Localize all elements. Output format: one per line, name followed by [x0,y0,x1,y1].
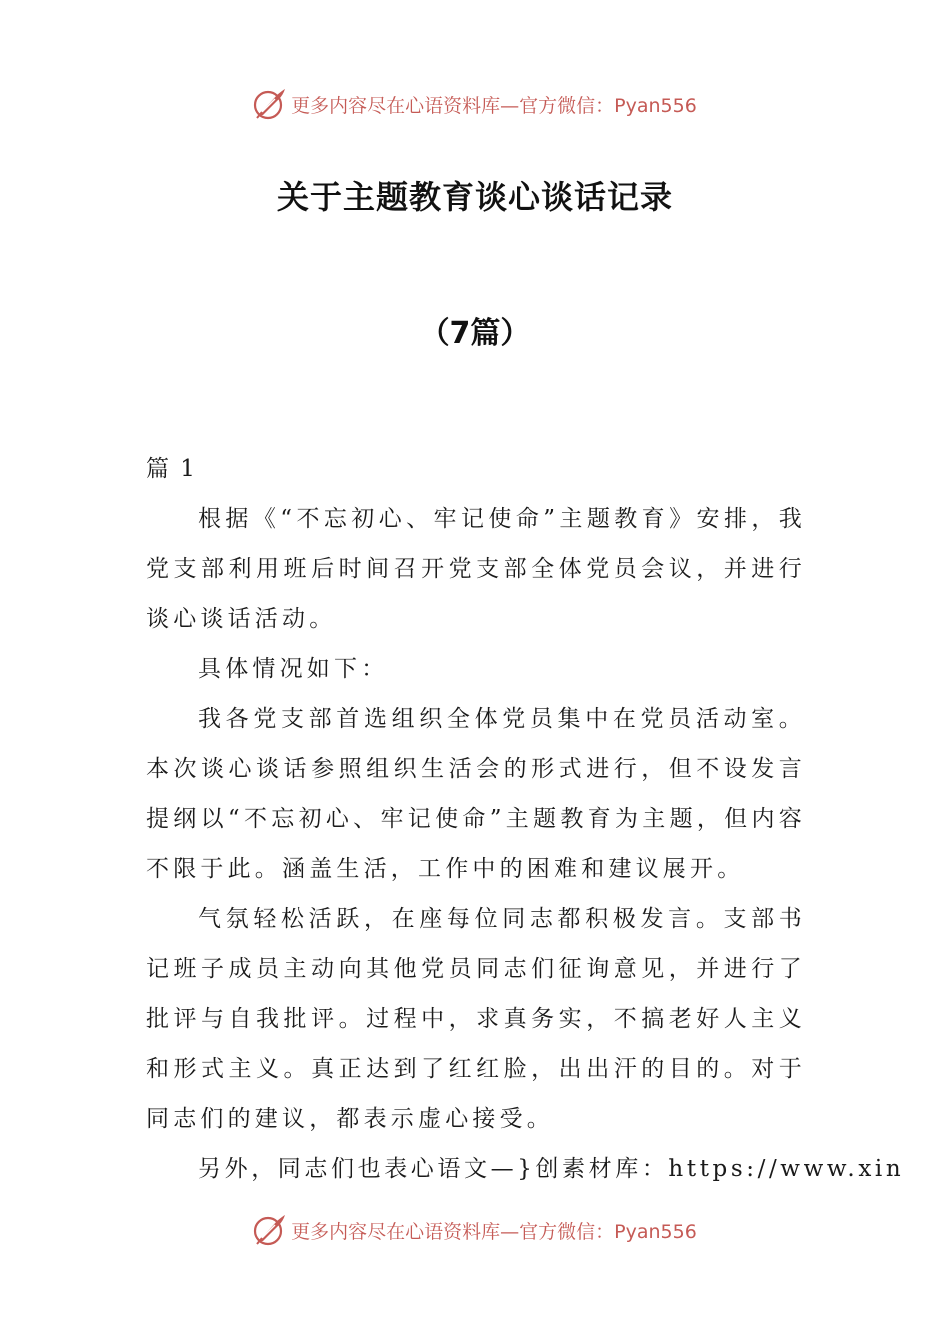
body-paragraph: 根据《“不忘初心、牢记使命”主题教育》安排，我党支部利用班后时间召开党支部全体党员会议，并进行谈心谈话活动。 [146,506,806,632]
body-paragraph: 气氛轻松活跃，在座每位同志都积极发言。支部书记班子成员主动向其他党员同志们征询意见，并进行了批评与自我批评。过程中，求真务实，不搞老好人主义和形式主义。真正达到了红红脸，出出汗的目的。对于同志们的建议，都表示虚心接受。 [146,906,806,1132]
feather-pen-logo-icon [253,87,287,121]
body-paragraph: 我各党支部首选组织全体党员集中在党员活动室。本次谈心谈话参照组织生活会的形式进行，但不设发言提纲以“不忘初心、牢记使命”主题教育为主题，但内容不限于此。涵盖生活，工作中的困难和建议展开。 [146,706,806,882]
footer-watermark-banner [0,1210,950,1250]
feather-pen-logo-icon [253,1213,287,1247]
header-watermark-text: 更多内容尽在心语资料库—官方微信：Pyan556 [291,94,697,117]
header-watermark-banner [0,84,950,124]
document-title: 关于主题教育谈心谈话记录 [276,178,673,216]
body-paragraph: 具体情况如下： [198,656,389,682]
body-paragraph: 另外，同志们也表心语文—}创素材库：https://www.xin [198,1156,905,1182]
section-label: 篇 1 [146,456,197,482]
document-body [146,444,905,1194]
document-subtitle: （7篇） [419,316,531,351]
footer-watermark-text: 更多内容尽在心语资料库—官方微信：Pyan556 [291,1220,697,1243]
